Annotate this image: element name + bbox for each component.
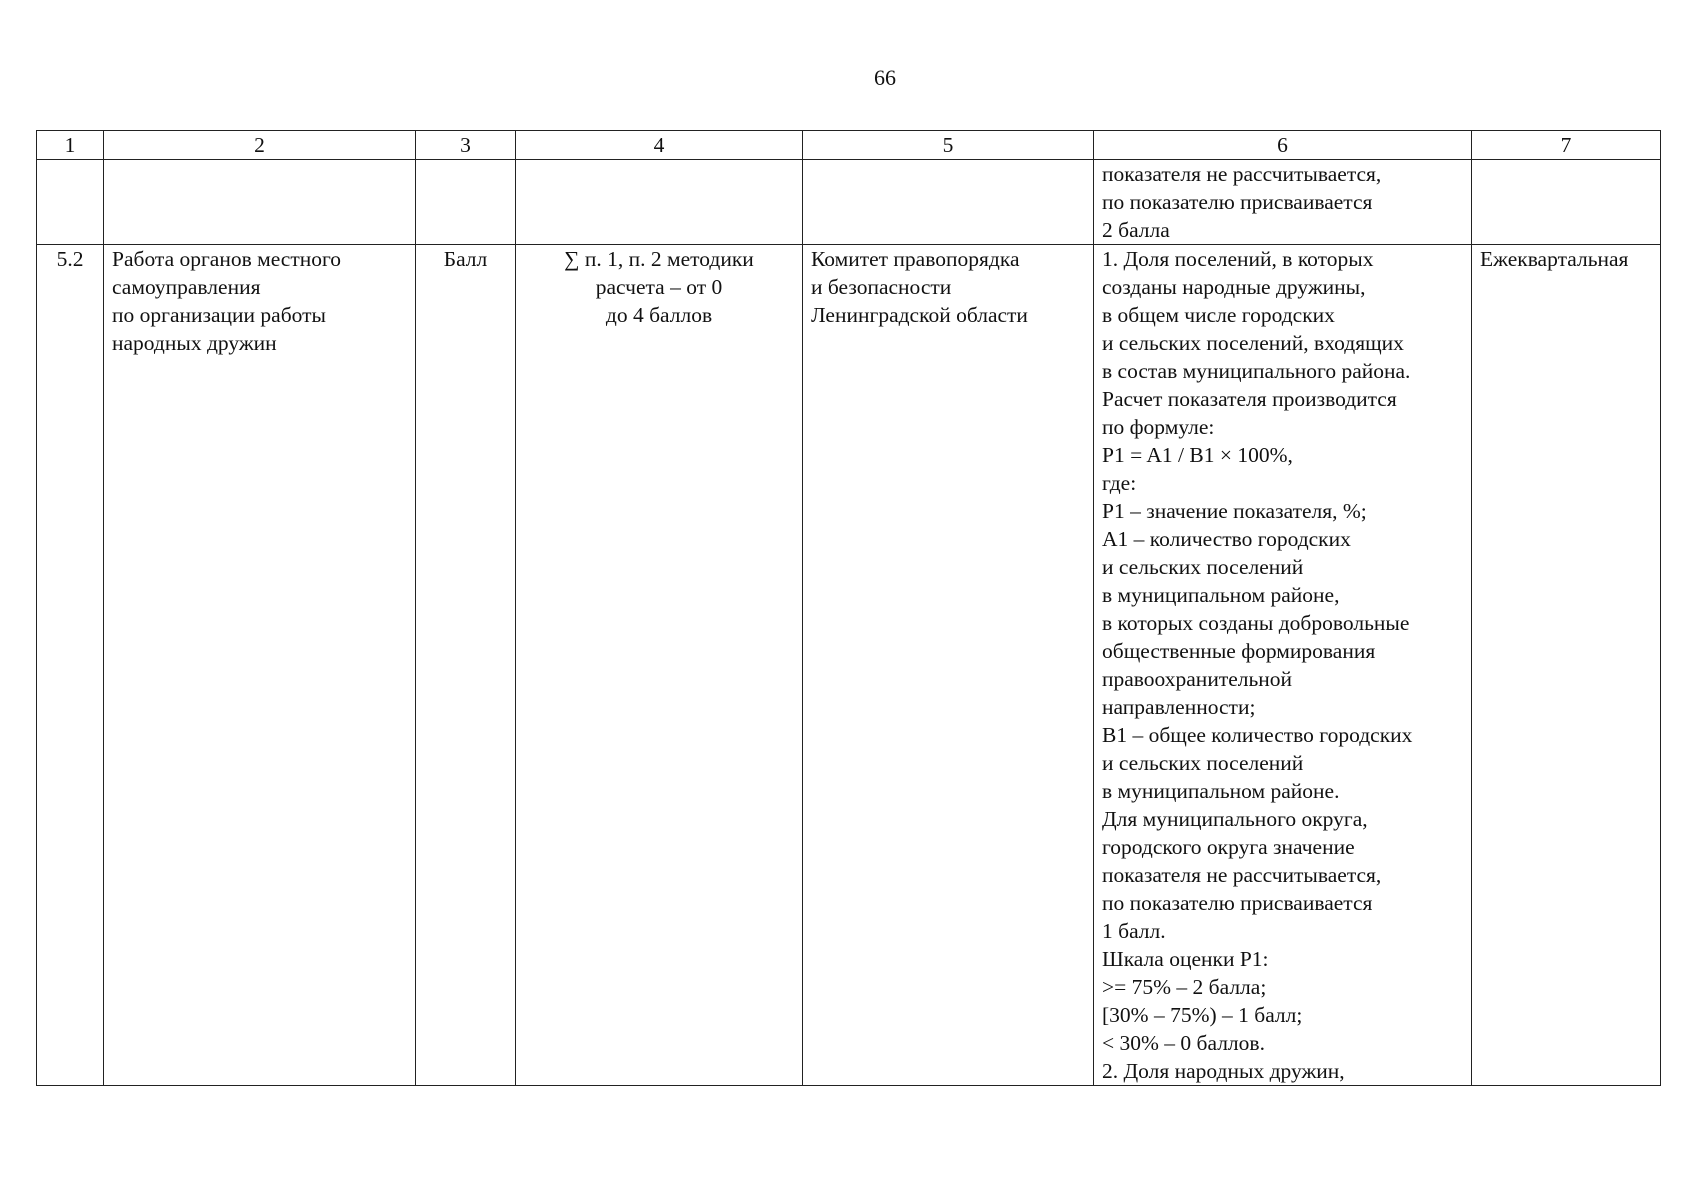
text-line: P1 – значение показателя, %; xyxy=(1102,499,1367,523)
text-line: и сельских поселений xyxy=(1102,751,1304,775)
text-line: и сельских поселений xyxy=(1102,555,1304,579)
text-line: общественные формирования xyxy=(1102,639,1376,663)
text-line: показателя не рассчитывается, xyxy=(1102,162,1382,186)
header-cell-7: 7 xyxy=(1472,131,1661,160)
text-line: Расчет показателя производится xyxy=(1102,387,1397,411)
text-line: народных дружин xyxy=(112,331,277,355)
indicator-name xyxy=(112,245,407,357)
text-line: и безопасности xyxy=(811,275,952,299)
text-line: Для муниципального округа, xyxy=(1102,807,1368,831)
scale-line: < 30% – 0 баллов. xyxy=(1102,1031,1265,1055)
header-cell-1: 1 xyxy=(37,131,104,160)
text-line: в состав муниципального района. xyxy=(1102,359,1411,383)
text-line: до 4 баллов xyxy=(605,303,713,327)
text-line: 1 балл. xyxy=(1102,919,1166,943)
method-cell xyxy=(516,245,803,1086)
header-cell-6: 6 xyxy=(1094,131,1472,160)
text-line: Работа органов местного xyxy=(112,247,342,271)
continuation-cell-5 xyxy=(803,160,1094,245)
text-line: по показателю присваивается xyxy=(1102,891,1373,915)
continuation-cell-6 xyxy=(1094,160,1472,245)
text-line: созданы народные дружины, xyxy=(1102,275,1366,299)
indicator-table xyxy=(36,130,1661,1086)
text-line: ∑ п. 1, п. 2 методики xyxy=(564,247,754,271)
text-line: по показателю присваивается xyxy=(1102,190,1373,214)
text-line: в муниципальном районе. xyxy=(1102,779,1340,803)
text-line: самоуправления xyxy=(112,275,261,299)
indicator-name-cell xyxy=(104,245,416,1086)
calculation-method xyxy=(524,245,794,329)
header-cell-4: 4 xyxy=(516,131,803,160)
text-line: в общем числе городских xyxy=(1102,303,1335,327)
continuation-cell-1 xyxy=(37,160,104,245)
description-cell xyxy=(1094,245,1472,1086)
scale-line: [30% – 75%) – 1 балл; xyxy=(1102,1003,1303,1027)
continuation-text xyxy=(1102,160,1463,244)
continuation-cell-3 xyxy=(416,160,516,245)
responsible-body xyxy=(811,245,1085,329)
text-line: 2 балла xyxy=(1102,218,1170,242)
text-line: 2. Доля народных дружин, xyxy=(1102,1059,1345,1083)
text-line: направленности; xyxy=(1102,695,1256,719)
scale-line: >= 75% – 2 балла; xyxy=(1102,975,1267,999)
unit-cell: Балл xyxy=(416,245,516,1086)
responsible-cell xyxy=(803,245,1094,1086)
header-cell-5: 5 xyxy=(803,131,1094,160)
text-line: в муниципальном районе, xyxy=(1102,583,1340,607)
continuation-row xyxy=(37,160,1661,245)
table-row-5-2 xyxy=(37,245,1661,1086)
text-line: по формуле: xyxy=(1102,415,1215,439)
text-line: городского округа значение xyxy=(1102,835,1355,859)
table-header-row xyxy=(37,131,1661,160)
text-line: по организации работы xyxy=(112,303,326,327)
text-line: B1 – общее количество городских xyxy=(1102,723,1413,747)
text-line: Шкала оценки P1: xyxy=(1102,947,1269,971)
continuation-cell-4 xyxy=(516,160,803,245)
indicator-description xyxy=(1102,245,1463,1085)
frequency-cell: Ежеквартальная xyxy=(1472,245,1661,1086)
header-cell-2: 2 xyxy=(104,131,416,160)
formula-line: P1 = A1 / B1 × 100%, xyxy=(1102,443,1293,467)
row-number-cell: 5.2 xyxy=(37,245,104,1086)
text-line: в которых созданы добровольные xyxy=(1102,611,1410,635)
text-line: Комитет правопорядка xyxy=(811,247,1020,271)
text-line: 1. Доля поселений, в которых xyxy=(1102,247,1374,271)
text-line: показателя не рассчитывается, xyxy=(1102,863,1382,887)
text-line: правоохранительной xyxy=(1102,667,1293,691)
text-line: расчета – от 0 xyxy=(595,275,723,299)
page-number: 66 xyxy=(874,65,896,90)
header-cell-3: 3 xyxy=(416,131,516,160)
text-line: где: xyxy=(1102,471,1137,495)
text-line: Ленинградской области xyxy=(811,303,1028,327)
continuation-cell-2 xyxy=(104,160,416,245)
text-line: и сельских поселений, входящих xyxy=(1102,331,1404,355)
continuation-cell-7 xyxy=(1472,160,1661,245)
text-line: A1 – количество городских xyxy=(1102,527,1351,551)
